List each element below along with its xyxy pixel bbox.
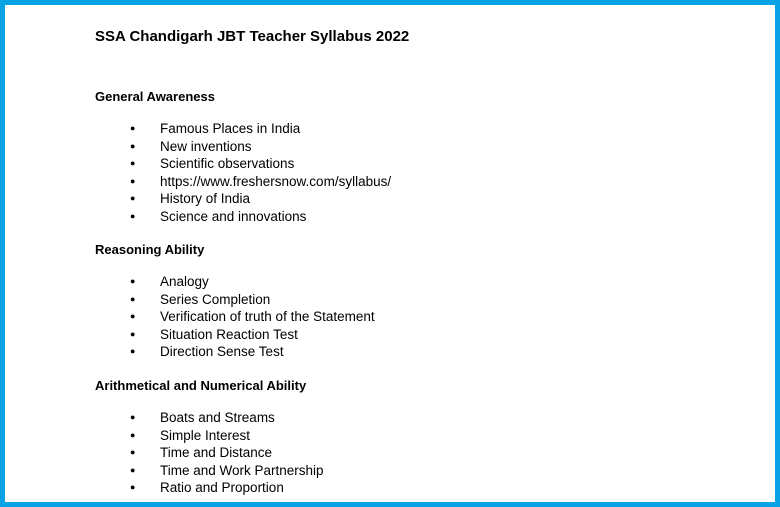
- bullet-icon: ●: [130, 328, 136, 339]
- list-arithmetical-numerical-ability: [95, 409, 324, 497]
- section-heading-arithmetical-numerical-ability: Arithmetical and Numerical Ability: [95, 378, 307, 393]
- list-reasoning-ability: [95, 273, 375, 361]
- bullet-icon: ●: [130, 140, 136, 151]
- list-item: [95, 273, 375, 291]
- list-item: [95, 343, 375, 361]
- section-heading-reasoning-ability: Reasoning Ability: [95, 242, 205, 257]
- list-item: [95, 120, 391, 138]
- list-item-text: History of India: [160, 191, 251, 207]
- bullet-icon: ●: [130, 276, 136, 286]
- list-item-text: Direction Sense Test: [160, 344, 284, 360]
- list-item-link[interactable]: https://www.freshersnow.com/syllabus/: [160, 173, 392, 189]
- list-item: [95, 326, 375, 344]
- list-item-text: Analogy: [160, 274, 209, 289]
- list-item-text: Time and Work Partnership: [160, 462, 324, 478]
- list-item-text: Simple Interest: [160, 427, 251, 443]
- document-title: SSA Chandigarh JBT Teacher Syllabus 2022: [95, 28, 410, 45]
- bullet-icon: ●: [130, 447, 136, 458]
- list-item-text: Scientific observations: [160, 156, 295, 172]
- bullet-icon: ●: [130, 193, 136, 204]
- list-item-text: Situation Reaction Test: [160, 326, 298, 342]
- list-item-text: Ratio and Proportion: [160, 480, 284, 496]
- bullet-icon: ●: [130, 175, 136, 186]
- list-item: [95, 173, 391, 191]
- bullet-icon: ●: [130, 123, 136, 133]
- bullet-icon: ●: [130, 429, 136, 440]
- list-item: [95, 444, 324, 462]
- list-item: [95, 462, 324, 480]
- list-item: [95, 409, 324, 427]
- list-item-text: Famous Places in India: [160, 121, 301, 136]
- list-item: [95, 291, 375, 309]
- bullet-icon: ●: [130, 464, 136, 475]
- bullet-icon: ●: [130, 293, 136, 304]
- list-item: [95, 155, 391, 173]
- list-item: [95, 308, 375, 326]
- bullet-icon: ●: [130, 412, 136, 422]
- list-item: [95, 208, 391, 226]
- list-item: [95, 479, 324, 497]
- bullet-icon: ●: [130, 346, 136, 357]
- bullet-icon: ●: [130, 311, 136, 322]
- list-item-text: Boats and Streams: [160, 410, 275, 425]
- bullet-icon: ●: [130, 482, 136, 493]
- list-item: [95, 190, 391, 208]
- list-item: [95, 138, 391, 156]
- list-item-text: Science and innovations: [160, 208, 307, 224]
- list-item: [95, 427, 324, 445]
- list-item-text: Verification of truth of the Statement: [160, 309, 375, 325]
- list-general-awareness: [95, 120, 391, 226]
- list-item-text: Series Completion: [160, 291, 271, 307]
- bullet-icon: ●: [130, 158, 136, 169]
- section-heading-general-awareness: General Awareness: [95, 89, 215, 104]
- bullet-icon: ●: [130, 210, 136, 221]
- list-item-text: Time and Distance: [160, 445, 273, 461]
- list-item-text: New inventions: [160, 138, 252, 154]
